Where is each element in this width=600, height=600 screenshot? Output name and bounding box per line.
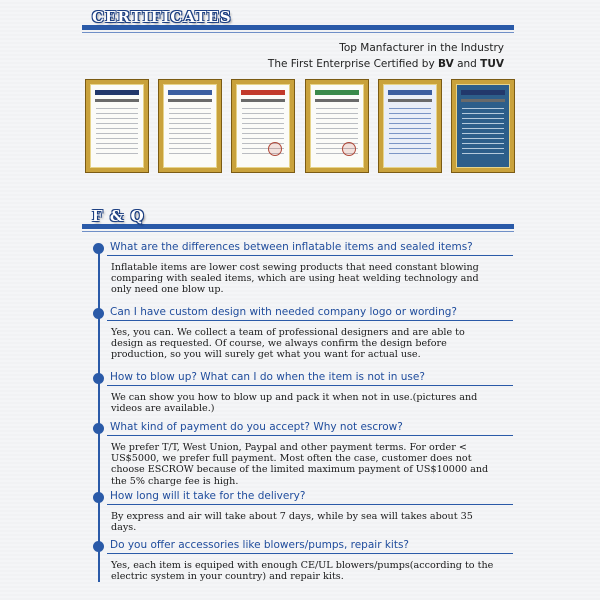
tagline-top-manufacturer: Top Manfacturer in the Industry bbox=[339, 42, 504, 54]
cert-title-bar bbox=[315, 99, 359, 102]
certificate-image bbox=[379, 80, 441, 172]
tagline-bv: BV bbox=[438, 58, 454, 70]
question-underline bbox=[107, 435, 513, 436]
bullet-dot-icon bbox=[93, 541, 104, 552]
certificate-gallery bbox=[86, 80, 514, 172]
faq-question-text: What are the differences between inflatable items and sealed items? bbox=[110, 241, 473, 253]
faq-banner bbox=[82, 207, 514, 233]
faq-question-text: Can I have custom design with needed company logo or wording? bbox=[110, 306, 457, 318]
faq-question-text: What kind of payment do you accept? Why not escrow? bbox=[110, 421, 403, 433]
faq-answer: We can show you how to blow up and pack it when not in use.(pictures and videos are available.) bbox=[111, 392, 478, 415]
question-underline bbox=[107, 255, 513, 256]
faq-item bbox=[93, 421, 513, 487]
cert-header bbox=[241, 90, 285, 95]
cert-title-bar bbox=[241, 99, 285, 102]
cert-header bbox=[315, 90, 359, 95]
cert-header bbox=[461, 90, 505, 95]
banner-rule bbox=[82, 224, 514, 229]
cert-text-lines bbox=[169, 108, 211, 158]
certificates-banner bbox=[82, 8, 514, 34]
bullet-dot-icon bbox=[93, 308, 104, 319]
faq-item bbox=[93, 539, 513, 582]
certificate-image bbox=[86, 80, 148, 172]
cert-title-bar bbox=[168, 99, 212, 102]
tagline-certified bbox=[268, 58, 504, 70]
cert-header bbox=[95, 90, 139, 95]
faq-title: F & Q bbox=[92, 207, 145, 225]
certificates-title: CERTIFICATES bbox=[92, 8, 232, 26]
faq-answer: By express and air will take about 7 days, while by sea will takes about 35 days. bbox=[111, 511, 473, 534]
faq-question bbox=[93, 490, 513, 506]
faq-answer: Yes, you can. We collect a team of professional designers and are able to design as requested. Of course, we always confirm the design before production, so you will surely get what you want for actual use. bbox=[111, 327, 465, 361]
faq-question bbox=[93, 421, 513, 437]
cert-title-bar bbox=[461, 99, 505, 102]
banner-rule-thin bbox=[82, 32, 514, 33]
faq-item bbox=[93, 241, 513, 296]
bullet-dot-icon bbox=[93, 373, 104, 384]
faq-question bbox=[93, 306, 513, 322]
faq-question bbox=[93, 241, 513, 257]
banner-rule-thin bbox=[82, 231, 514, 232]
certificate-image bbox=[306, 80, 368, 172]
faq-question bbox=[93, 539, 513, 555]
faq-answer: Inflatable items are lower cost sewing products that need constant blowing comparing with sealed items, which are using heat welding technology and only need one blow up. bbox=[111, 262, 479, 296]
cert-text-lines bbox=[389, 108, 431, 158]
bullet-dot-icon bbox=[93, 243, 104, 254]
certificate-image bbox=[452, 80, 514, 172]
faq-item bbox=[93, 490, 513, 533]
cert-header bbox=[168, 90, 212, 95]
faq-item bbox=[93, 371, 513, 414]
question-underline bbox=[107, 553, 513, 554]
question-underline bbox=[107, 385, 513, 386]
tagline-tuv: TUV bbox=[480, 58, 504, 70]
question-underline bbox=[107, 504, 513, 505]
tagline-prefix: The First Enterprise Certified by bbox=[267, 58, 439, 70]
certificate-image bbox=[159, 80, 221, 172]
faq-question-text: How long will it take for the delivery? bbox=[110, 490, 306, 502]
bullet-dot-icon bbox=[93, 492, 104, 503]
faq-question-text: How to blow up? What can I do when the item is not in use? bbox=[110, 371, 425, 383]
cert-title-bar bbox=[388, 99, 432, 102]
bullet-dot-icon bbox=[93, 423, 104, 434]
certificate-image bbox=[232, 80, 294, 172]
cert-text-lines bbox=[96, 108, 138, 158]
cert-seal-icon bbox=[342, 142, 356, 156]
tagline-and: and bbox=[453, 58, 481, 70]
faq-item bbox=[93, 306, 513, 361]
faq-answer: Yes, each item is equiped with enough CE/UL blowers/pumps(according to the electric system in your country) and repair kits. bbox=[111, 560, 494, 583]
faq-answer: We prefer T/T, West Union, Paypal and other payment terms. For order < US$5000, we prefer full payment. Most often the case, customer does not choose ESCROW because of the limited maximum payment of US$10000 and the 5% charge fee is high. bbox=[111, 442, 489, 487]
cert-header bbox=[388, 90, 432, 95]
question-underline bbox=[107, 320, 513, 321]
cert-text-lines bbox=[462, 108, 504, 158]
cert-title-bar bbox=[95, 99, 139, 102]
faq-question bbox=[93, 371, 513, 387]
faq-question-text: Do you offer accessories like blowers/pumps, repair kits? bbox=[110, 539, 410, 551]
